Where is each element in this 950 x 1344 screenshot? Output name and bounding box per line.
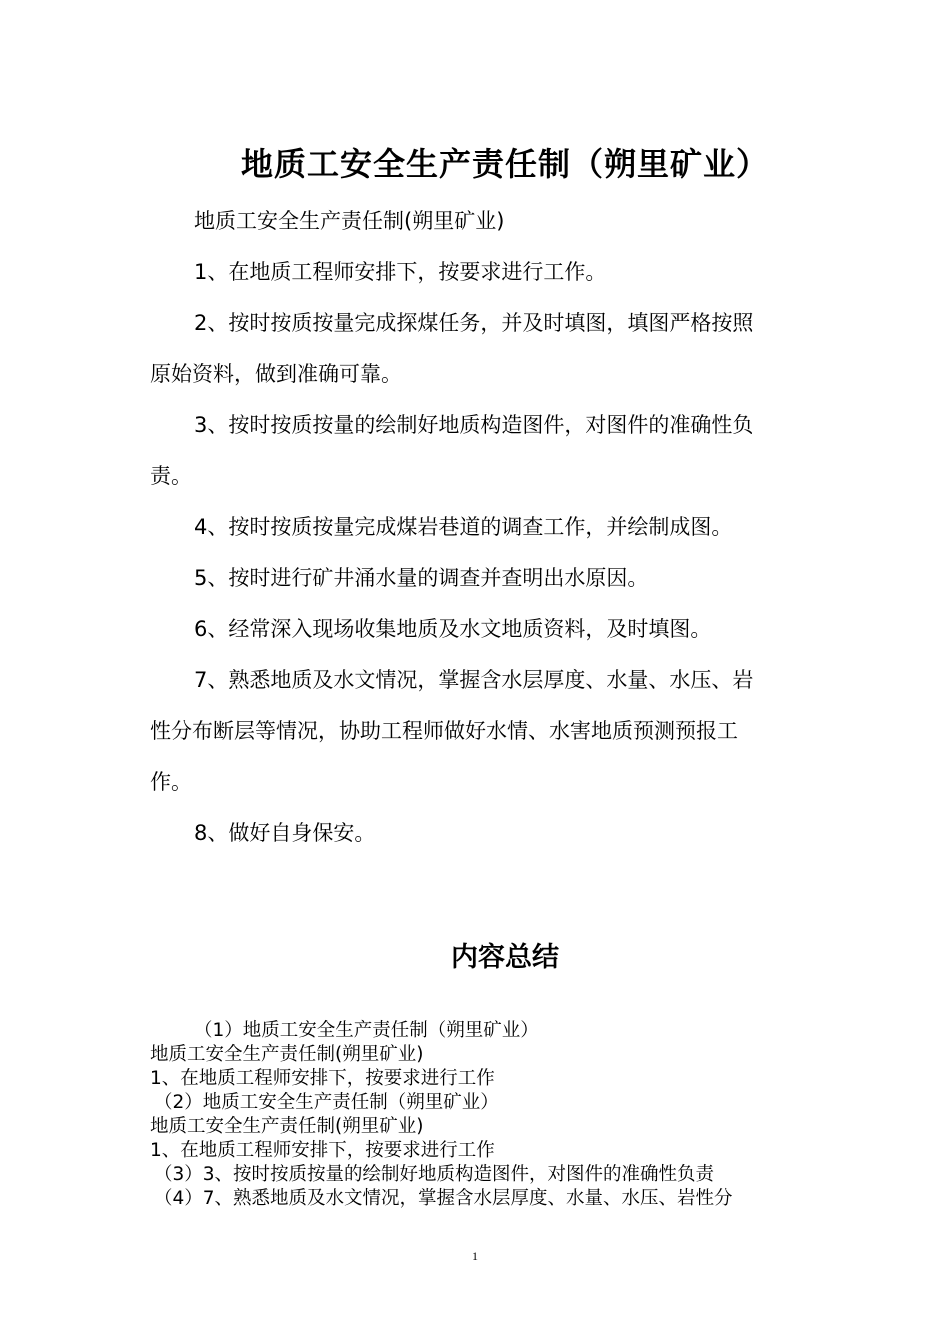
paragraph-item-2: 2、按时按质按量完成探煤任务，并及时填图，填图严格按照 <box>194 311 754 335</box>
summary-line: （4）7、熟悉地质及水文情况，掌握含水层厚度、水量、水压、岩性分 <box>154 1188 733 1209</box>
paragraph-item-4: 4、按时按质按量完成煤岩巷道的调查工作，并绘制成图。 <box>194 515 733 539</box>
page-number: 1 <box>472 1249 478 1263</box>
paragraph-item-7: 7、熟悉地质及水文情况，掌握含水层厚度、水量、水压、岩 <box>194 668 754 692</box>
summary-title: 内容总结 <box>451 942 559 974</box>
summary-line: 1、在地质工程师安排下，按要求进行工作 <box>150 1068 495 1089</box>
paragraph-item-7-end: 作。 <box>150 770 192 794</box>
paragraph-item-2-continued: 原始资料，做到准确可靠。 <box>150 362 402 386</box>
summary-line: （3）3、按时按质按量的绘制好地质构造图件，对图件的准确性负责 <box>154 1164 715 1185</box>
document-body <box>150 196 800 859</box>
paragraph-item-6: 6、经常深入现场收集地质及水文地质资料，及时填图。 <box>194 617 712 641</box>
summary-line: （1）地质工安全生产责任制（朔里矿业） <box>194 1020 539 1041</box>
summary-line: 地质工安全生产责任制(朔里矿业) <box>150 1116 424 1137</box>
paragraph-item-3-continued: 责。 <box>150 464 192 488</box>
paragraph-item-7-continued: 性分布断层等情况，协助工程师做好水情、水害地质预测预报工 <box>150 719 738 743</box>
summary-line: 地质工安全生产责任制(朔里矿业) <box>150 1044 424 1065</box>
paragraph-item-1: 1、在地质工程师安排下，按要求进行工作。 <box>194 260 607 284</box>
paragraph-item-3: 3、按时按质按量的绘制好地质构造图件，对图件的准确性负 <box>194 413 754 437</box>
summary-section <box>150 1019 850 1211</box>
paragraph-item-8: 8、做好自身保安。 <box>194 821 376 845</box>
paragraph-heading: 地质工安全生产责任制(朔里矿业) <box>194 209 505 233</box>
summary-line: （2）地质工安全生产责任制（朔里矿业） <box>154 1092 499 1113</box>
summary-line: 1、在地质工程师安排下，按要求进行工作 <box>150 1140 495 1161</box>
page-title: 地质工安全生产责任制（朔里矿业） <box>240 145 769 184</box>
paragraph-item-5: 5、按时进行矿井涌水量的调查并查明出水原因。 <box>194 566 649 590</box>
